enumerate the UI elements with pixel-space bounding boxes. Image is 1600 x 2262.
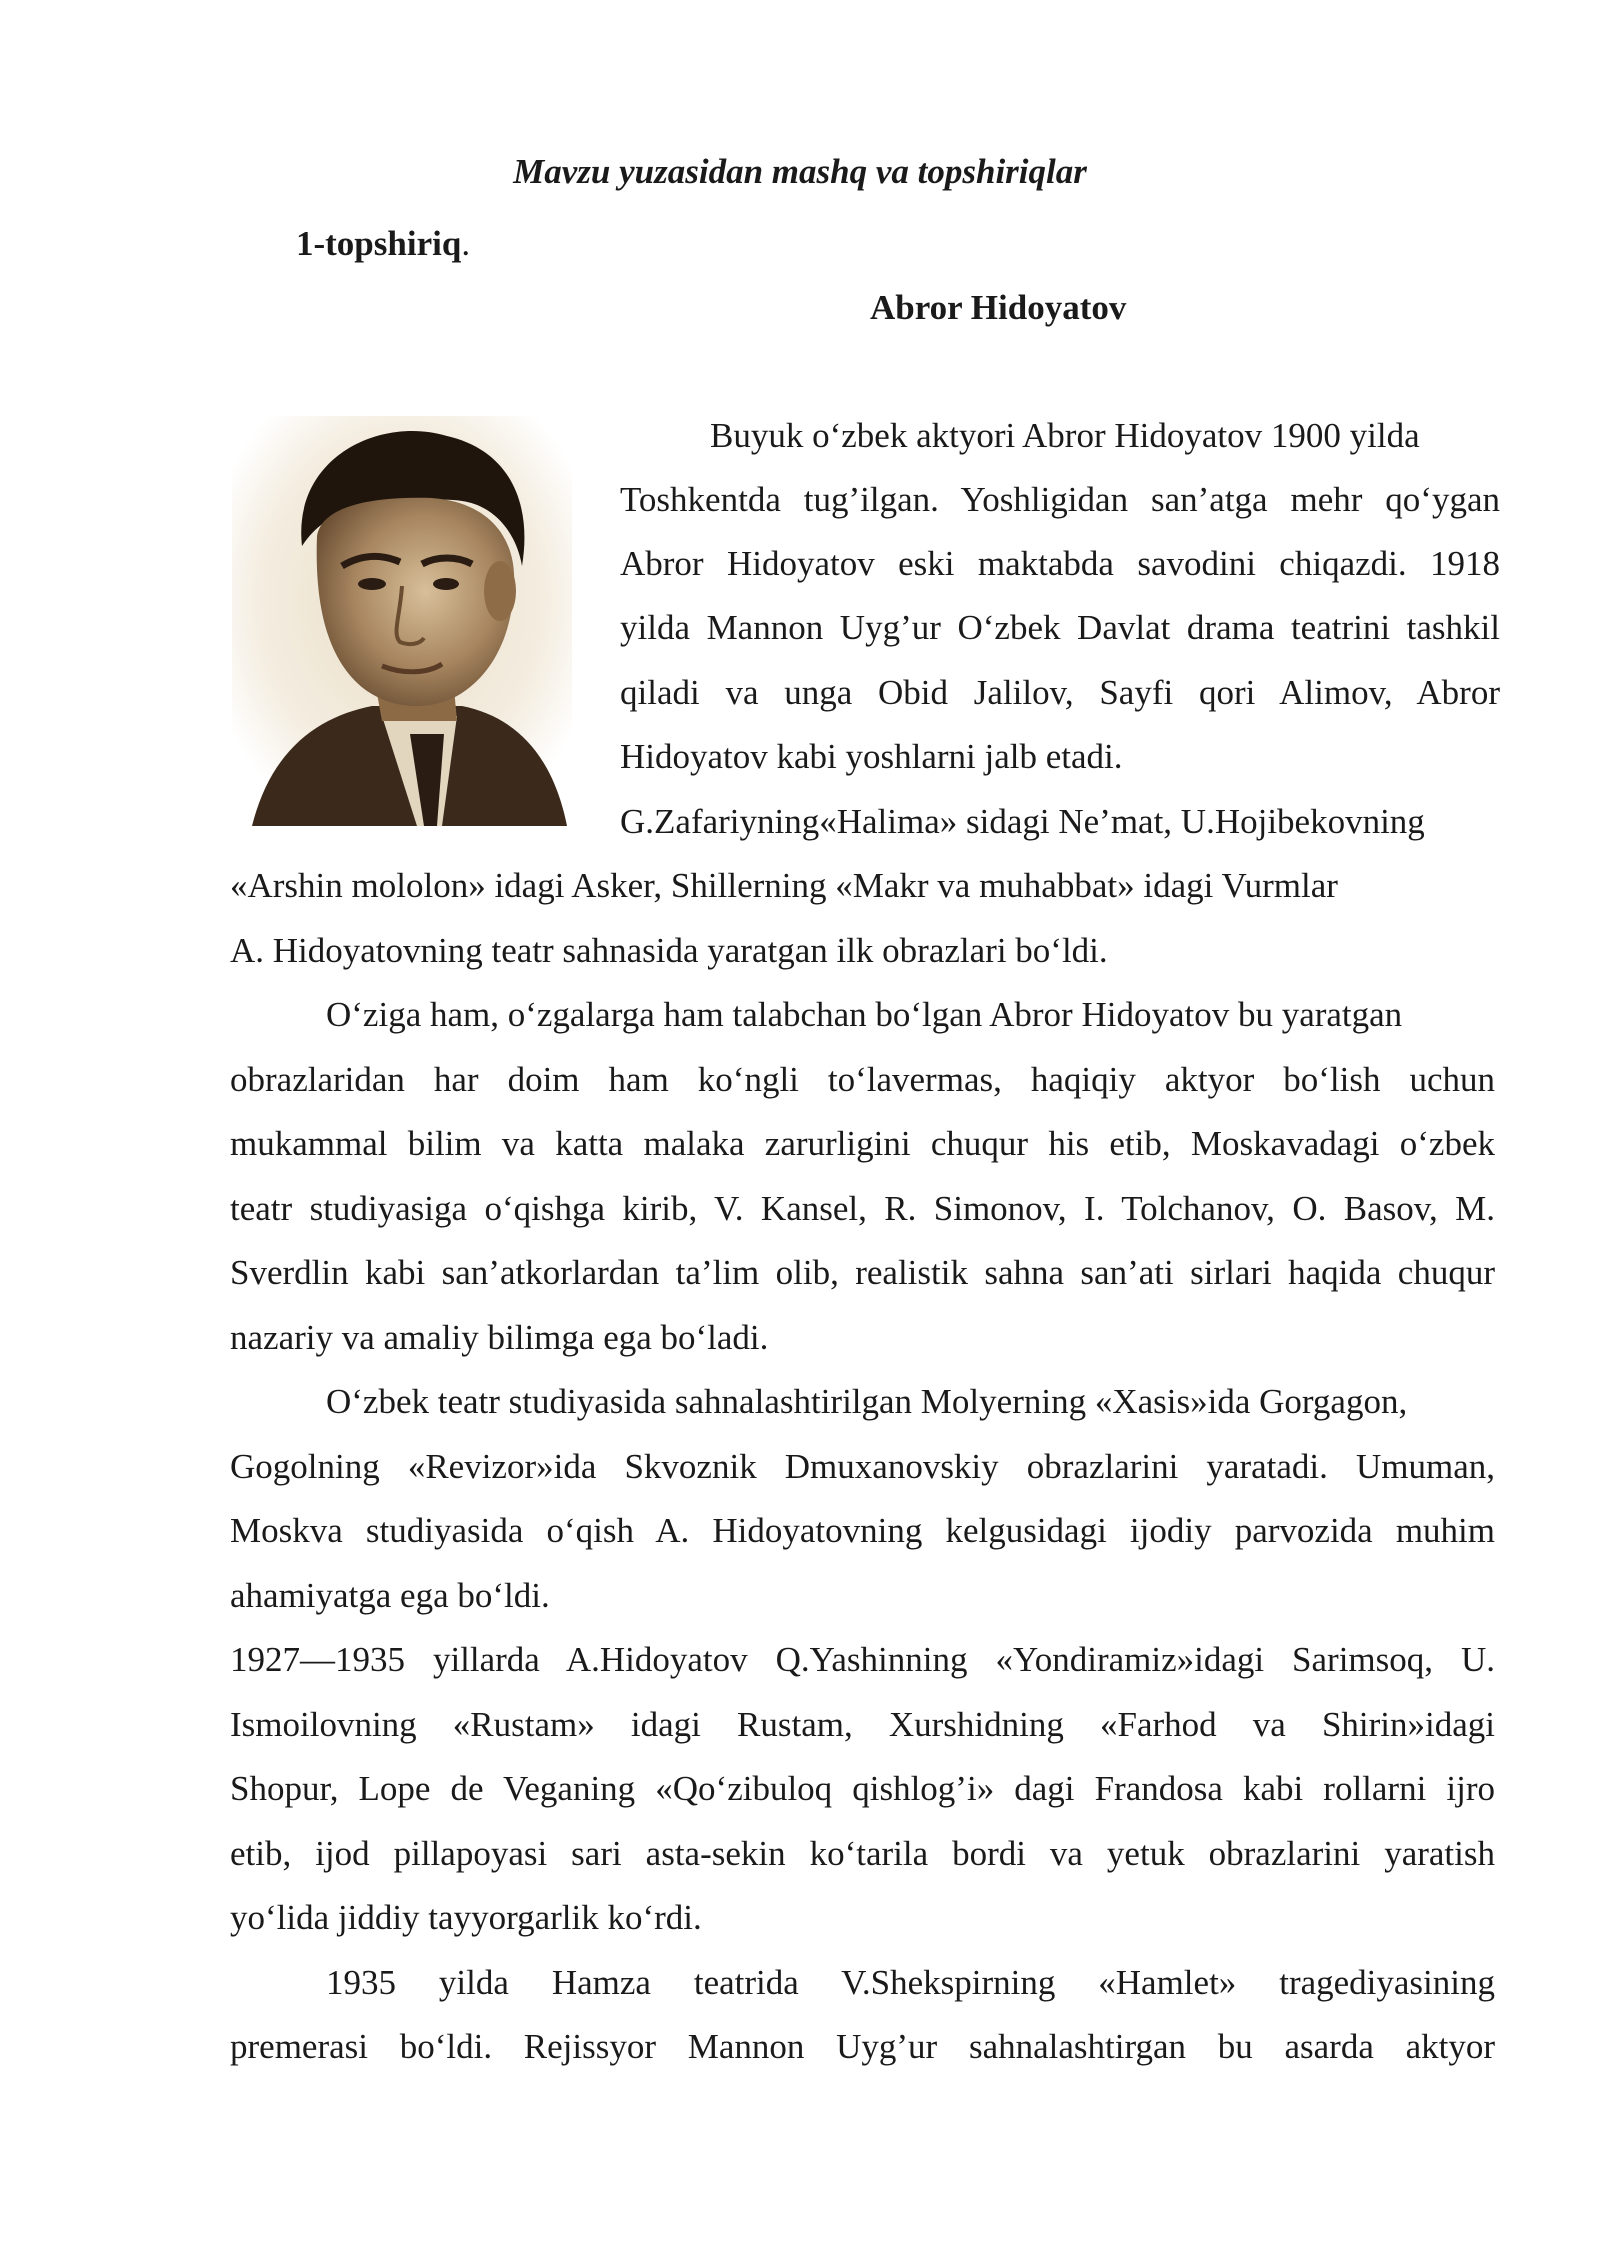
paragraph-line: 1927—1935 yillarda A.Hidoyatov Q.Yashinning «Yondiramiz»idagi Sarimsoq, U. [230,1640,1495,1679]
paragraph-line: Abror Hidoyatov eski maktabda savodini chiqazdi. 1918 [620,544,1500,583]
paragraph-line: Gogolning «Revizor»ida Skvoznik Dmuxanovskiy obrazlarini yaratadi. Umuman, [230,1447,1495,1486]
paragraph-line: yo‘lida jiddiy tayyorgarlik ko‘rdi. [230,1898,702,1937]
paragraph-line: Hidoyatov kabi yoshlarni jalb etadi. [620,737,1123,776]
paragraph-line: O‘ziga ham, o‘zgalarga ham talabchan bo‘lgan Abror Hidoyatov bu yaratgan [326,995,1403,1034]
portrait-photo-icon [232,416,572,826]
article-subtitle: Abror Hidoyatov [870,288,1127,327]
paragraph-line: 1935 yilda Hamza teatrida V.Shekspirning «Hamlet» tragediyasining [326,1963,1495,2002]
paragraph-line: nazariy va amaliy bilimga ega bo‘ladi. [230,1318,769,1357]
paragraph-line: mukammal bilim va katta malaka zarurligini chuqur his etib, Moskavadagi o‘zbek [230,1124,1495,1163]
paragraph-line: yilda Mannon Uyg’ur O‘zbek Davlat drama teatrini tashkil [620,608,1500,647]
task-label: 1-topshiriq [296,224,462,263]
task-punct: . [461,224,471,263]
paragraph-line: Shopur, Lope de Veganing «Qo‘zibuloq qishlog’i» dagi Frandosa kabi rollarni ijro [230,1769,1495,1808]
paragraph-line: G.Zafariyning«Halima» sidagi Ne’mat, U.Hojibekovning [620,802,1425,841]
paragraph-line: ahamiyatga ega bo‘ldi. [230,1576,550,1615]
paragraph-line: etib, ijod pillapoyasi sari asta-sekin ko‘tarila bordi va yetuk obrazlarini yaratish [230,1834,1495,1873]
paragraph-line: «Arshin mololon» idagi Asker, Shillerning «Makr va muhabbat» idagi Vurmlar [230,866,1338,905]
paragraph-line: Moskva studiyasida o‘qish A. Hidoyatovning kelgusidagi ijodiy parvozida muhim [230,1511,1495,1550]
task-heading [296,222,470,266]
paragraph-line: premerasi bo‘ldi. Rejissyor Mannon Uyg’ur sahnalashtirgan bu asarda aktyor [230,2027,1495,2066]
paragraph-line: obrazlaridan har doim ham ko‘ngli to‘lavermas, haqiqiy aktyor bo‘lish uchun [230,1060,1495,1099]
paragraph-line: qiladi va unga Obid Jalilov, Sayfi qori Alimov, Abror [620,673,1500,712]
paragraph-line: Sverdlin kabi san’atkorlardan ta’lim olib, realistik sahna san’ati sirlari haqida chuqur [230,1253,1495,1292]
paragraph-line: O‘zbek teatr studiyasida sahnalashtirilgan Molyerning «Xasis»ida Gorgagon, [326,1382,1408,1421]
paragraph-line: Toshkentda tug’ilgan. Yoshligidan san’atga mehr qo‘ygan [620,480,1500,519]
paragraph-line: Ismoilovning «Rustam» idagi Rustam, Xurshidning «Farhod va Shirin»idagi [230,1705,1495,1744]
paragraph-line: Buyuk o‘zbek aktyori Abror Hidoyatov 1900 yilda [710,416,1420,455]
paragraph-line: A. Hidoyatovning teatr sahnasida yaratgan ilk obrazlari bo‘ldi. [230,931,1108,970]
paragraph-line: teatr studiyasiga o‘qishga kirib, V. Kansel, R. Simonov, I. Tolchanov, O. Basov, M. [230,1189,1495,1228]
page-title: Mavzu yuzasidan mashq va topshiriqlar [513,152,1087,191]
